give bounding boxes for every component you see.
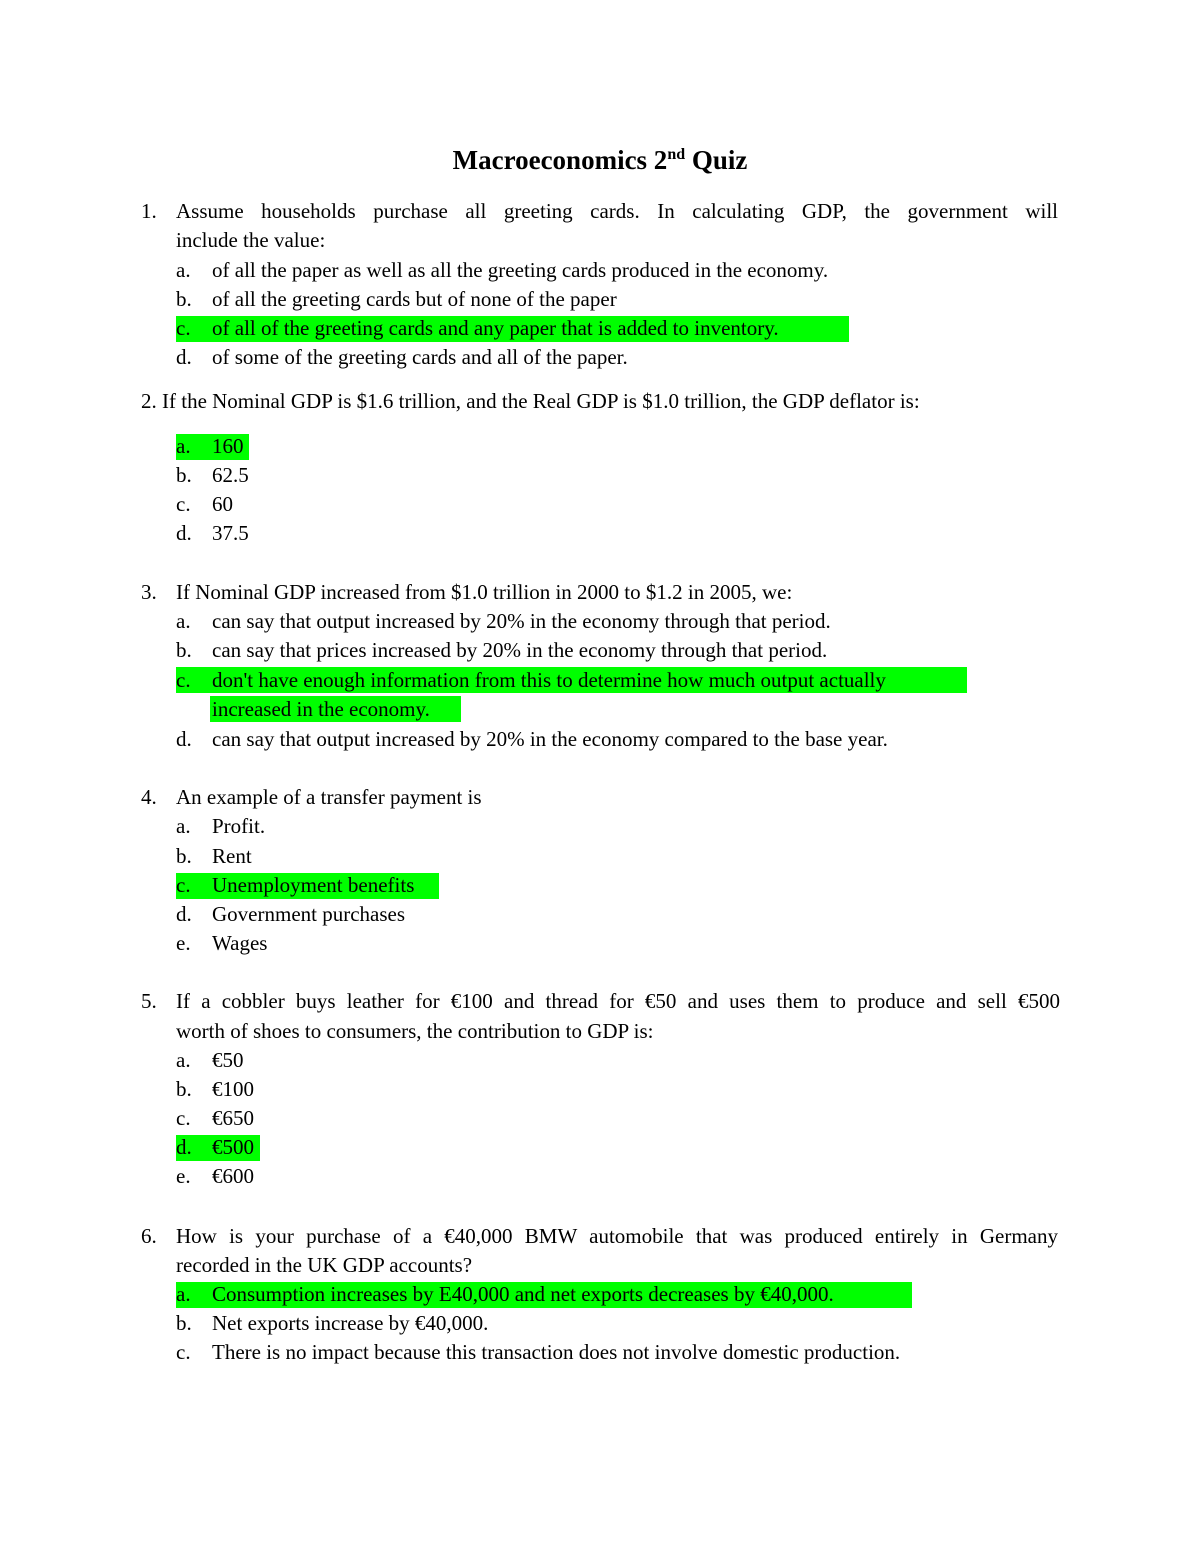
question-number: 5. bbox=[141, 989, 157, 1013]
option-text: €650 bbox=[212, 1106, 254, 1130]
option-letter: b. bbox=[176, 1311, 192, 1335]
option-text: of all the paper as well as all the greeting cards produced in the economy. bbox=[212, 258, 829, 282]
option-letter: a. bbox=[176, 434, 191, 458]
option-text: can say that output increased by 20% in the economy compared to the base year. bbox=[212, 727, 888, 751]
option-letter: c. bbox=[176, 1340, 191, 1364]
question-text: include the value: bbox=[176, 228, 326, 252]
option-text: €100 bbox=[212, 1077, 254, 1101]
question-text: Assume households purchase all greeting cards. In calculating GDP, the government will bbox=[176, 199, 1058, 223]
option-letter: e. bbox=[176, 931, 191, 955]
option-letter: b. bbox=[176, 844, 192, 868]
option-letter: d. bbox=[176, 1135, 192, 1159]
option-letter: c. bbox=[176, 316, 191, 340]
option-letter: c. bbox=[176, 1106, 191, 1130]
page-title: Macroeconomics 2nd Quiz bbox=[452, 145, 748, 175]
option-text: 60 bbox=[212, 492, 233, 516]
option-text: of some of the greeting cards and all of the paper. bbox=[212, 345, 628, 369]
option-text: 62.5 bbox=[212, 463, 249, 487]
option-letter: a. bbox=[176, 258, 191, 282]
option-text: 160 bbox=[212, 434, 244, 458]
option-letter: a. bbox=[176, 1048, 191, 1072]
question-number: 1. bbox=[141, 199, 157, 223]
option-letter: d. bbox=[176, 727, 192, 751]
option-letter: c. bbox=[176, 668, 191, 692]
option-text: can say that prices increased by 20% in the economy through that period. bbox=[212, 638, 828, 662]
option-letter: c. bbox=[176, 873, 191, 897]
option-letter: c. bbox=[176, 492, 191, 516]
option-text: €500 bbox=[212, 1135, 254, 1159]
option-letter: b. bbox=[176, 287, 192, 311]
option-text: can say that output increased by 20% in the economy through that period. bbox=[212, 609, 831, 633]
option-text: €50 bbox=[212, 1048, 244, 1072]
option-text: €600 bbox=[212, 1164, 254, 1188]
question-number: 6. bbox=[141, 1224, 157, 1248]
option-text: Net exports increase by €40,000. bbox=[212, 1311, 489, 1335]
option-text: Profit. bbox=[212, 814, 266, 838]
option-text: Government purchases bbox=[212, 902, 406, 926]
question-text: If Nominal GDP increased from $1.0 trillion in 2000 to $1.2 in 2005, we: bbox=[176, 580, 793, 604]
question-text: If a cobbler buys leather for €100 and thread for €50 and uses them to produce and sell €500 bbox=[176, 989, 1060, 1013]
option-letter: b. bbox=[176, 1077, 192, 1101]
option-letter: b. bbox=[176, 463, 192, 487]
option-letter: b. bbox=[176, 638, 192, 662]
question-text: recorded in the UK GDP accounts? bbox=[176, 1253, 473, 1277]
question-text: worth of shoes to consumers, the contribution to GDP is: bbox=[176, 1019, 654, 1043]
option-text: There is no impact because this transaction does not involve domestic production. bbox=[212, 1340, 901, 1364]
option-text: Wages bbox=[212, 931, 268, 955]
title-superscript: nd bbox=[667, 146, 686, 163]
question-text: 2. If the Nominal GDP is $1.6 trillion, and the Real GDP is $1.0 trillion, the GDP deflator is: bbox=[141, 389, 920, 413]
option-text: 37.5 bbox=[212, 521, 249, 545]
option-text: of all the greeting cards but of none of the paper bbox=[212, 287, 617, 311]
question-number: 3. bbox=[141, 580, 157, 604]
option-text: of all of the greeting cards and any paper that is added to inventory. bbox=[212, 316, 779, 340]
question-number: 4. bbox=[141, 785, 157, 809]
option-text: Rent bbox=[212, 844, 252, 868]
option-letter: a. bbox=[176, 1282, 191, 1306]
option-letter: d. bbox=[176, 902, 192, 926]
question-text: How is your purchase of a €40,000 BMW automobile that was produced entirely in Germany bbox=[176, 1224, 1058, 1248]
option-text: Unemployment benefits bbox=[212, 873, 415, 897]
option-letter: e. bbox=[176, 1164, 191, 1188]
option-text: don't have enough information from this to determine how much output actually bbox=[212, 668, 886, 692]
question-number: 2. bbox=[141, 389, 157, 413]
question-text: An example of a transfer payment is bbox=[176, 785, 482, 809]
option-letter: a. bbox=[176, 609, 191, 633]
option-text: increased in the economy. bbox=[212, 697, 430, 721]
option-text: Consumption increases by E40,000 and net exports decreases by €40,000. bbox=[212, 1282, 834, 1306]
option-letter: d. bbox=[176, 521, 192, 545]
option-letter: d. bbox=[176, 345, 192, 369]
option-letter: a. bbox=[176, 814, 191, 838]
